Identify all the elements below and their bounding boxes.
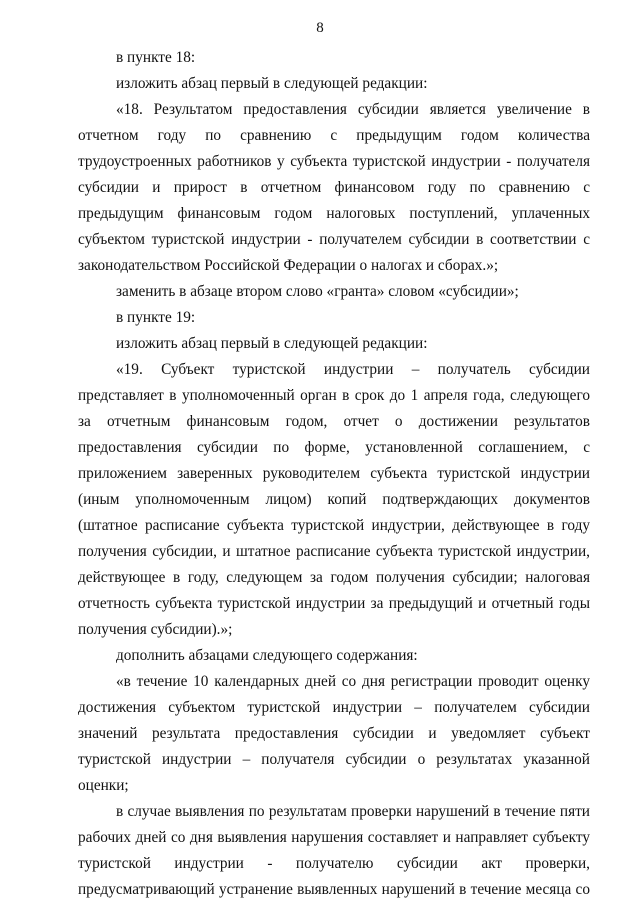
paragraph-instruction-add: дополнить абзацами следующего содержания: [116,647,418,664]
paragraph-instruction-replace-first: изложить абзац первый в следующей редакции: [116,75,428,92]
paragraph-added-evaluation: «в течение 10 календарных дней со дня регистрации проводит оценку достижения субъектом туристской индустрии – получателем субсидии значений результата предоставления субсидии и уведомляет субъект туристской индустрии – получателя субсидии о результатах указанной оценки; [78,673,590,794]
paragraph-item-18-text: «18. Результатом предоставления субсидии является увеличение в отчетном году по сравнению с предыдущим годом количества трудоустроенных работников у субъекта туристской индустрии - получателя субсидии и прирост в отчетном финансовом году по сравнению с предыдущим финансовым годом налоговых поступлений, уплаченных субъектом туристской индустрии - получателем субсидии в соответствии с законодательством Российской Федерации о налогах и сборах.»; [78,101,590,274]
paragraph-instruction-replace-word: заменить в абзаце втором слово «гранта» словом «субсидии»; [116,283,519,300]
page-number: 8 [316,20,324,36]
document-body [78,45,590,903]
paragraph-instruction-replace-first-19: изложить абзац первый в следующей редакции: [116,335,428,352]
paragraph-added-violations: в случае выявления по результатам проверки нарушений в течение пяти рабочих дней со дня выявления нарушения составляет и направляет субъекту туристской индустрии - получателю субсидии акт проверки, предусматривающий устранение выявленных нарушений в течение месяца со [78,803,590,898]
paragraph-item-18-heading: в пункте 18: [116,49,196,66]
paragraph-item-19-heading: в пункте 19: [116,309,196,326]
paragraph-item-19-text: «19. Субъект туристской индустрии – получатель субсидии представляет в уполномоченный орган в срок до 1 апреля года, следующего за отчетным финансовым годом, отчет о достижении результатов предоставления субсидии по форме, установленной соглашением, с приложением заверенных руководителем субъекта туристской индустрии (иным уполномоченным лицом) копий подтверждающих документов (штатное расписание субъекта туристской индустрии, действующее в году получения субсидии, и штатное расписание субъекта туристской индустрии, действующее в году, следующем за годом получения субсидии; налоговая отчетность субъекта туристской индустрии за предыдущий и отчетный годы получения субсидии).»; [78,361,590,638]
